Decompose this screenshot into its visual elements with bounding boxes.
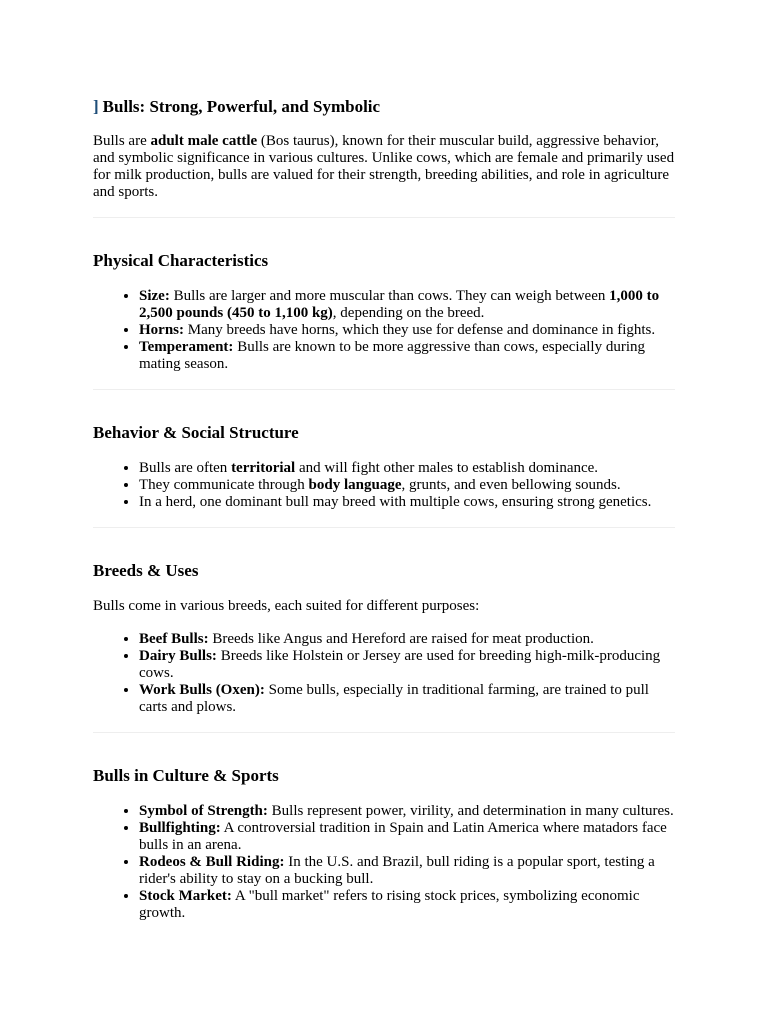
breeds-intro: Bulls come in various breeds, each suited for different purposes: bbox=[93, 598, 480, 614]
item-text-bold: territorial bbox=[231, 460, 296, 476]
intro-text-post: (Bos taurus), known for their muscular build, aggressive behavior, and symbolic significance in various cultures. Unlike cows, which are female and primarily used for milk production, bulls are valued for their strength, breeding abilities, and role in agriculture and sports. bbox=[93, 133, 675, 200]
item-label: Size: bbox=[139, 288, 170, 304]
breeds-list bbox=[93, 631, 675, 716]
item-label: Dairy Bulls: bbox=[139, 648, 217, 664]
behavior-list bbox=[93, 460, 675, 511]
section-heading-physical: Physical Characteristics bbox=[93, 251, 269, 270]
item-text: Some bulls, especially in traditional farming, are trained to pull carts and plows. bbox=[139, 682, 649, 715]
intro-text-bold: adult male cattle bbox=[150, 133, 258, 149]
item-text: They communicate through bbox=[139, 477, 309, 493]
list-item bbox=[139, 288, 675, 322]
divider bbox=[93, 732, 675, 733]
list-item bbox=[139, 820, 675, 854]
intro-paragraph bbox=[93, 133, 675, 201]
item-text: In a herd, one dominant bull may breed with multiple cows, ensuring strong genetics. bbox=[139, 494, 652, 510]
item-text-bold: body language bbox=[308, 477, 402, 493]
item-text: Breeds like Holstein or Jersey are used for breeding high-milk-producing cows. bbox=[139, 648, 661, 681]
section-heading-behavior: Behavior & Social Structure bbox=[93, 423, 299, 442]
title-bracket: ] bbox=[93, 97, 99, 116]
item-text: and will fight other males to establish dominance. bbox=[295, 460, 599, 476]
culture-list bbox=[93, 803, 675, 922]
list-item bbox=[139, 888, 675, 922]
item-label: Bullfighting: bbox=[139, 820, 221, 836]
section-heading-breeds: Breeds & Uses bbox=[93, 561, 199, 580]
divider bbox=[93, 389, 675, 390]
item-label: Horns: bbox=[139, 322, 184, 338]
list-item bbox=[139, 631, 675, 648]
item-text: , grunts, and even bellowing sounds. bbox=[401, 477, 621, 493]
item-label: Rodeos & Bull Riding: bbox=[139, 854, 285, 870]
list-item bbox=[139, 477, 675, 494]
list-item bbox=[139, 648, 675, 682]
item-text: Bulls are larger and more muscular than cows. They can weigh between bbox=[169, 288, 610, 304]
item-text: Many breeds have horns, which they use for defense and dominance in fights. bbox=[184, 322, 656, 338]
section-heading-culture: Bulls in Culture & Sports bbox=[93, 766, 279, 785]
divider bbox=[93, 217, 675, 218]
item-text: Bulls are often bbox=[139, 460, 232, 476]
item-text: Bulls represent power, virility, and determination in many cultures. bbox=[267, 803, 674, 819]
list-item bbox=[139, 322, 675, 339]
divider bbox=[93, 527, 675, 528]
item-label: Temperament: bbox=[139, 339, 234, 355]
list-item bbox=[139, 460, 675, 477]
item-text: , depending on the breed. bbox=[332, 305, 485, 321]
item-text: Breeds like Angus and Hereford are raised for meat production. bbox=[208, 631, 594, 647]
page-title-text: Bulls: Strong, Powerful, and Symbolic bbox=[102, 97, 381, 116]
item-label: Beef Bulls: bbox=[139, 631, 209, 647]
item-text-bold: 1,000 to 2,500 pounds (450 to 1,100 kg) bbox=[139, 288, 660, 321]
list-item bbox=[139, 494, 675, 511]
item-text: In the U.S. and Brazil, bull riding is a popular sport, testing a rider's ability to stay on a bucking bull. bbox=[139, 854, 655, 887]
physical-list bbox=[93, 288, 675, 373]
item-label: Stock Market: bbox=[139, 888, 232, 904]
list-item bbox=[139, 682, 675, 716]
list-item bbox=[139, 803, 675, 820]
page-title bbox=[93, 97, 675, 117]
item-label: Work Bulls (Oxen): bbox=[139, 682, 265, 698]
list-item bbox=[139, 854, 675, 888]
intro-text-pre: Bulls are bbox=[93, 133, 151, 149]
article bbox=[93, 97, 675, 922]
list-item bbox=[139, 339, 675, 373]
item-text: Bulls are known to be more aggressive than cows, especially during mating season. bbox=[139, 339, 645, 372]
item-label: Symbol of Strength: bbox=[139, 803, 268, 819]
item-text: A controversial tradition in Spain and Latin America where matadors face bulls in an arena. bbox=[139, 820, 667, 853]
item-text: A "bull market" refers to rising stock prices, symbolizing economic growth. bbox=[139, 888, 640, 921]
